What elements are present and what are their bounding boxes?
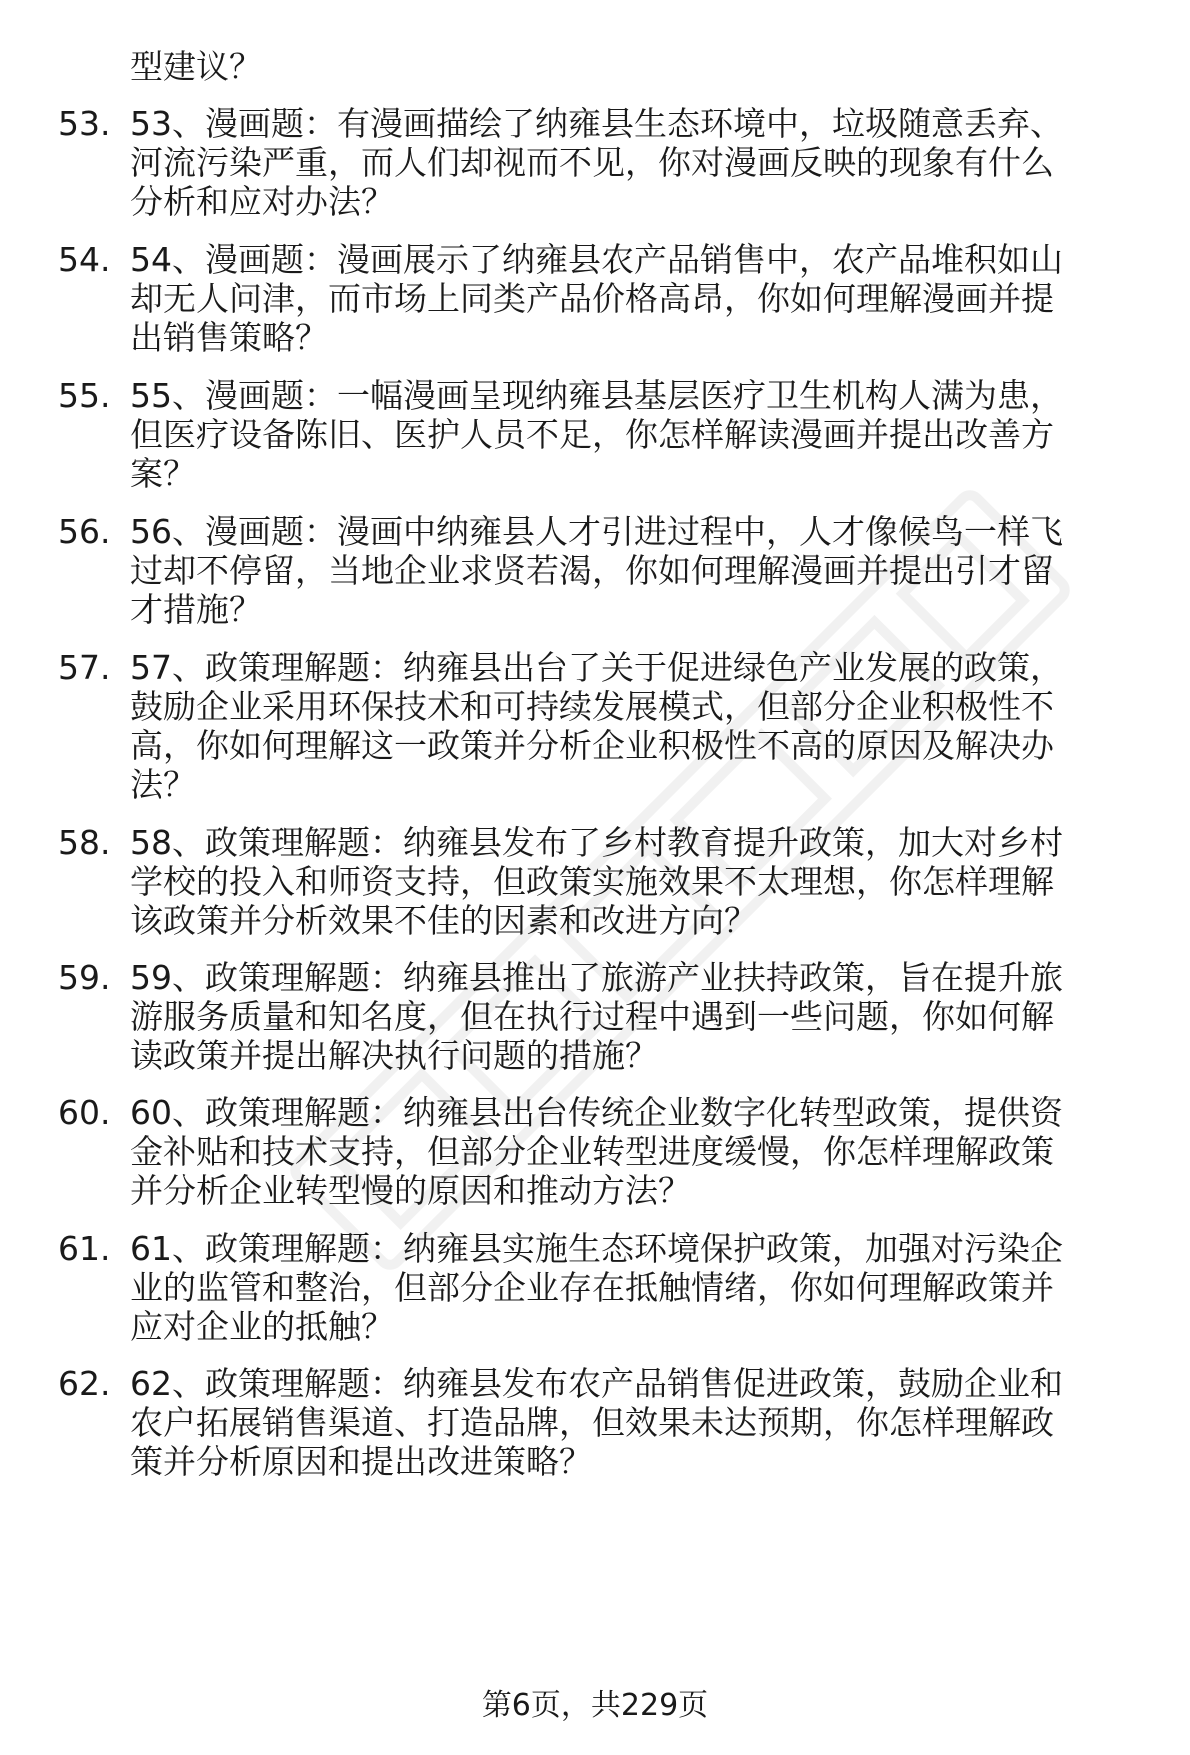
item-line: 62、政策理解题：纳雍县发布农产品销售促进政策，鼓励企业和	[130, 1364, 1063, 1403]
item-line: 游服务质量和知名度，但在执行过程中遇到一些问题，你如何解	[130, 997, 1054, 1036]
item-number: 57.	[58, 648, 111, 687]
item-line: 案？	[130, 454, 196, 493]
item-line: 鼓励企业采用环保技术和可持续发展模式，但部分企业积极性不	[130, 687, 1054, 726]
item-line: 但医疗设备陈旧、医护人员不足，你怎样解读漫画并提出改善方	[130, 415, 1054, 454]
item-line: 60、政策理解题：纳雍县出台传统企业数字化转型政策，提供资	[130, 1093, 1063, 1132]
item-line: 56、漫画题：漫画中纳雍县人才引进过程中，人才像候鸟一样飞	[130, 512, 1063, 551]
item-number: 62.	[58, 1364, 111, 1403]
item-number: 60.	[58, 1093, 111, 1132]
item-line: 业的监管和整治，但部分企业存在抵触情绪，你如何理解政策并	[130, 1268, 1054, 1307]
item-number: 54.	[58, 240, 111, 279]
item-number: 58.	[58, 823, 111, 862]
item-line: 河流污染严重，而人们却视而不见，你对漫画反映的现象有什么	[130, 143, 1054, 182]
item-line: 却无人问津，而市场上同类产品价格高昂，你如何理解漫画并提	[130, 279, 1054, 318]
item-line: 59、政策理解题：纳雍县推出了旅游产业扶持政策，旨在提升旅	[130, 958, 1063, 997]
item-number: 53.	[58, 104, 111, 143]
item-number: 56.	[58, 512, 111, 551]
item-line: 高，你如何理解这一政策并分析企业积极性不高的原因及解决办	[130, 726, 1054, 765]
item-line: 金补贴和技术支持，但部分企业转型进度缓慢，你怎样理解政策	[130, 1132, 1054, 1171]
item-line: 出销售策略？	[130, 318, 328, 357]
item-line: 55、漫画题：一幅漫画呈现纳雍县基层医疗卫生机构人满为患，	[130, 376, 1063, 415]
item-number: 55.	[58, 376, 111, 415]
item-line: 过却不停留，当地企业求贤若渴，你如何理解漫画并提出引才留	[130, 551, 1054, 590]
item-line: 分析和应对办法？	[130, 182, 394, 221]
item-line: 农户拓展销售渠道、打造品牌，但效果未达预期，你怎样理解政	[130, 1403, 1054, 1442]
item-line: 54、漫画题：漫画展示了纳雍县农产品销售中，农产品堆积如山	[130, 240, 1063, 279]
item-line: 应对企业的抵触？	[130, 1307, 394, 1346]
item-line: 才措施？	[130, 590, 262, 629]
item-line: 并分析企业转型慢的原因和推动方法？	[130, 1171, 691, 1210]
item-line: 读政策并提出解决执行问题的措施？	[130, 1036, 658, 1075]
item-line: 策并分析原因和提出改进策略？	[130, 1442, 592, 1481]
item-line: 57、政策理解题：纳雍县出台了关于促进绿色产业发展的政策，	[130, 648, 1063, 687]
item-line: 58、政策理解题：纳雍县发布了乡村教育提升政策，加大对乡村	[130, 823, 1063, 862]
item-number: 59.	[58, 958, 111, 997]
item-line: 型建议？	[130, 47, 262, 86]
page-footer: 第6页，共229页	[481, 1688, 709, 1723]
item-line: 该政策并分析效果不佳的因素和改进方向？	[130, 901, 757, 940]
item-number: 61.	[58, 1229, 111, 1268]
item-line: 学校的投入和师资支持，但政策实施效果不太理想，你怎样理解	[130, 862, 1054, 901]
item-line: 法？	[130, 765, 196, 804]
item-line: 53、漫画题：有漫画描绘了纳雍县生态环境中，垃圾随意丢弃、	[130, 104, 1063, 143]
item-line: 61、政策理解题：纳雍县实施生态环境保护政策，加强对污染企	[130, 1229, 1063, 1268]
